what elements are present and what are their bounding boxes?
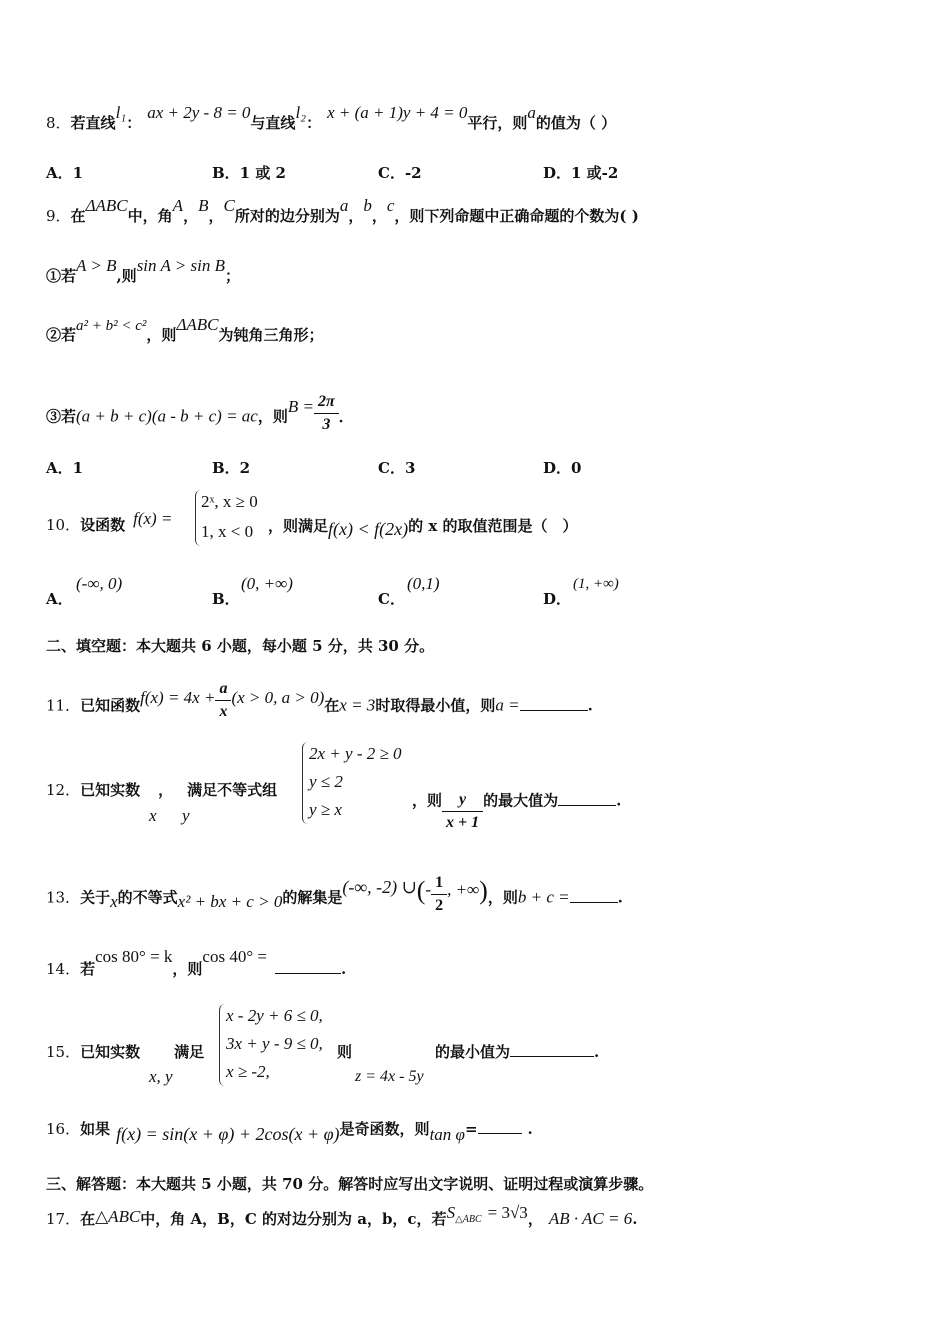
q9-comma-3: ，	[348, 207, 364, 225]
q16-number: 16．	[46, 1120, 81, 1138]
q11-f1: f(x) = 4x +	[140, 687, 216, 707]
q12-post1: ，则	[412, 791, 443, 810]
q10-mid: ，则满足	[268, 517, 329, 535]
q12-answer-blank[interactable]	[558, 790, 616, 806]
q15-mid: 满足	[174, 1043, 205, 1061]
q11-stem	[46, 680, 593, 729]
q13-set-frac-num: 1	[431, 872, 447, 895]
q12-frac-den: x + 1	[446, 814, 480, 831]
q9-side-c: c	[386, 196, 395, 215]
q12-frac	[442, 789, 483, 834]
q9-statement-1	[46, 256, 241, 287]
q8-post2: 的值为（ ）	[535, 114, 617, 132]
q9-statement-3	[46, 395, 354, 440]
q11-answer-var: a =	[495, 695, 520, 715]
q10-option-b-value: (0, +∞)	[241, 574, 293, 593]
q13-t1: 的不等式	[117, 888, 178, 907]
q9-s2-tri: ΔABC	[176, 315, 219, 334]
q12-pre: 已知实数	[80, 781, 141, 799]
q14-mid: ，则	[172, 960, 203, 978]
q13-answer-blank[interactable]	[570, 887, 618, 903]
q12-stem	[46, 779, 277, 801]
q9-side-a: a	[339, 196, 349, 215]
q9-s3-b: B =	[287, 396, 314, 416]
q16-pre: 如果	[80, 1120, 111, 1138]
q9-s1-cond: A > B	[76, 256, 117, 275]
q9-s1-end: ；	[225, 267, 241, 285]
q8-option-a: A．1	[46, 164, 84, 182]
q9-comma-2: ，	[208, 207, 224, 225]
q8-l1: l₁	[115, 103, 127, 122]
section-3-heading: 三、解答题：本大题共 5 小题，共 70 分。解答时应写出文字说明、证明过程或演算步骤。	[46, 1175, 654, 1193]
q9-statement-2	[46, 315, 324, 347]
q13-stem	[46, 876, 623, 921]
q11-frac-num: a	[215, 678, 231, 701]
q8-number: 8．	[46, 114, 71, 132]
q15-sys-2: 3x + y - 9 ≤ 0,	[226, 1034, 323, 1053]
q14-stem	[46, 947, 347, 980]
q10-case-1: 2ˣ, x ≥ 0	[201, 492, 258, 511]
q13-answer-var: b + c =	[517, 887, 570, 907]
q12-sys-1: 2x + y - 2 ≥ 0	[309, 744, 402, 763]
q12-sys-3: y ≥ x	[309, 800, 342, 819]
q9-angle-a: A	[172, 196, 184, 215]
q17-area-value: = 3√3	[487, 1203, 528, 1222]
q10-inequality: f(x) < f(2x)	[328, 519, 409, 539]
q9-comma-4: ，	[371, 207, 387, 225]
q9-t1: 中，角	[127, 207, 173, 225]
q8-eq2: x + (a + 1)y + 4 = 0	[327, 103, 468, 122]
q9-triangle: ΔABC	[85, 196, 128, 215]
q9-s3-num: 2π	[314, 391, 339, 414]
q17-area-sub: △ABC	[455, 1214, 482, 1225]
q17-end: .	[632, 1210, 638, 1228]
q12-number: 12．	[46, 781, 81, 799]
q9-angle-b: B	[198, 196, 209, 215]
section-2-heading: 二、填空题：本大题共 6 小题，每小题 5 分，共 30 分。	[46, 637, 435, 655]
q9-side-b: b	[363, 196, 372, 215]
q9-comma-1: ，	[183, 207, 199, 225]
q9-s3-end: ．	[338, 407, 354, 426]
q11-mid: 在	[324, 696, 340, 715]
q10-option-a-value: (-∞, 0)	[76, 574, 123, 593]
q10-post: 的 x 的取值范围是（ ）	[408, 517, 578, 535]
q8-mid: 与直线	[250, 114, 296, 132]
q11-end: .	[587, 696, 593, 715]
q13-lparen: (	[416, 875, 426, 905]
q10-option-d-label: D．	[543, 590, 572, 608]
q14-number: 14．	[46, 960, 81, 978]
q12-frac-num: y	[442, 789, 483, 812]
q8-option-b: B．1 或 2	[212, 164, 286, 182]
q17-pre: 在	[80, 1210, 96, 1228]
q16-stem	[46, 1117, 533, 1144]
q11-number: 11．	[46, 696, 81, 715]
q12-mid: 满足不等式组	[187, 781, 278, 799]
q12-sys-2: y ≤ 2	[309, 772, 343, 791]
q13-set-frac	[431, 872, 447, 917]
q9-option-c: C．3	[378, 459, 416, 477]
q9-s1-res: sin A > sin B	[136, 256, 225, 275]
q9-s3-den: 3	[322, 416, 331, 433]
q10-stem	[46, 509, 173, 536]
q14-answer-var: cos 40° =	[202, 947, 267, 966]
q10-option-d-value: (1, +∞)	[573, 576, 619, 592]
q8-post1: 平行，则	[467, 114, 528, 132]
q9-s1-mid: ,则	[116, 267, 137, 285]
q17-t1: 中，角 A，B，C 的对边分别为 a，b，c，若	[140, 1210, 447, 1228]
q16-answer-blank[interactable]	[478, 1118, 522, 1134]
q8-eq1: ax + 2y - 8 = 0	[147, 103, 251, 122]
q13-end: .	[617, 888, 623, 907]
q10-number: 10．	[46, 516, 81, 534]
q10-pre: 设函数	[80, 516, 126, 534]
q16-eq: =	[464, 1120, 478, 1138]
q9-s2-cond: a² + b² < c²	[76, 318, 147, 334]
q10-rest	[268, 514, 578, 537]
q12-rest	[412, 779, 622, 831]
q11-f2: (x > 0, a > 0)	[231, 687, 325, 707]
q10-case-2: 1, x < 0	[201, 522, 254, 541]
q15-pre: 已知实数	[80, 1043, 141, 1061]
q12-comma: ，	[158, 781, 174, 799]
q15-number: 15．	[46, 1043, 81, 1061]
q10-option-a-label: A．	[46, 590, 73, 608]
q11-cond: x = 3	[339, 695, 376, 715]
q9-number: 9．	[46, 207, 71, 225]
q8-text: 若直线	[70, 114, 116, 132]
q13-number: 13．	[46, 888, 81, 907]
q9-option-b: B．2	[212, 459, 251, 477]
q11-frac	[215, 678, 231, 723]
q10-option-c-value: (0,1)	[407, 574, 440, 593]
q11-post: 时取得最小值，则	[375, 696, 496, 715]
q15-rest	[435, 1041, 599, 1063]
q12-var-y: y	[182, 806, 190, 825]
q9-option-a: A．1	[46, 459, 84, 477]
q10-fx: f(x) =	[133, 509, 173, 528]
q15-sys-3: x ≥ -2,	[226, 1062, 270, 1081]
q11-frac-den: x	[219, 703, 228, 720]
q8-colon: ：	[126, 114, 142, 132]
q9-s2-pre: ②若	[46, 326, 77, 344]
q8-option-d: D．1 或-2	[543, 164, 619, 182]
q14-answer-blank[interactable]	[275, 958, 341, 974]
q17-stem	[46, 1203, 638, 1233]
q13-inequality: x² + bx + c > 0	[177, 891, 283, 911]
q15-objective: z = 4x - 5y	[355, 1068, 424, 1085]
q15-stem	[46, 1041, 204, 1063]
q17-number: 17．	[46, 1210, 81, 1228]
q17-comma: ，	[527, 1210, 543, 1228]
q9-s3-pre: ③若	[46, 407, 77, 426]
q8-option-c: C．-2	[378, 164, 422, 182]
q13-rparen: )	[479, 875, 488, 905]
q8-var: a	[527, 103, 536, 122]
q15-sys-1: x - 2y + 6 ≤ 0,	[226, 1006, 323, 1025]
q9-t3: ，则下列命题中正确命题的个数为( )	[394, 207, 639, 225]
q10-option-c-label: C．	[378, 590, 405, 608]
q9-angle-c: C	[223, 196, 235, 215]
q14-pre: 若	[80, 960, 96, 978]
q9-stem	[46, 196, 639, 227]
q16-end: .	[527, 1120, 533, 1138]
q10-option-b-label: B．	[212, 590, 240, 608]
q8-l2: l₂	[295, 103, 307, 122]
q9-s2-mid: ，则	[146, 326, 177, 344]
q13-set-neg: -	[425, 879, 432, 899]
q9-text: 在	[70, 207, 86, 225]
q13-x: x	[110, 891, 118, 911]
q17-dot-product: AB · AC = 6	[548, 1209, 633, 1228]
q15-vars: x, y	[149, 1067, 173, 1086]
q13-set-frac-den: 2	[435, 897, 444, 914]
q12-post2: 的最大值为	[483, 791, 559, 810]
q16-mid: 是奇函数，则	[339, 1120, 430, 1138]
q9-t2: 所对的边分别为	[234, 207, 340, 225]
q13-t2: 的解集是	[282, 888, 343, 907]
q9-s2-end: 为钝角三角形；	[218, 326, 324, 344]
q8-colon2: ：	[306, 114, 322, 132]
q11-answer-blank[interactable]	[520, 695, 588, 711]
q15-brace	[219, 1004, 226, 1086]
q13-set-rest: , +∞	[447, 879, 480, 899]
q15-post2: 的最小值为	[435, 1043, 511, 1061]
q15-answer-blank[interactable]	[510, 1041, 594, 1057]
q9-option-d: D．0	[543, 459, 582, 477]
q11-pre: 已知函数	[80, 696, 141, 715]
q16-answer-var: tan φ	[429, 1125, 465, 1144]
q12-var-x: x	[149, 806, 157, 825]
q17-area-s: S	[446, 1203, 456, 1222]
q13-pre: 关于	[80, 888, 111, 907]
q14-end: .	[340, 960, 347, 978]
q15-post1: 则	[337, 1043, 353, 1061]
q9-s3-mid: ，则	[257, 407, 288, 426]
q14-cond: cos 80° = k	[95, 947, 173, 966]
q8-stem	[46, 103, 617, 134]
q9-s1-pre: ①若	[46, 267, 77, 285]
q12-end: .	[616, 791, 622, 810]
q15-end: .	[594, 1043, 600, 1061]
q16-function: f(x) = sin(x + φ) + 2cos(x + φ)	[116, 1124, 340, 1144]
q12-brace	[302, 742, 309, 824]
q9-s3-cond: (a + b + c)(a - b + c) = ac	[76, 406, 258, 426]
q9-s3-frac	[314, 391, 339, 436]
q13-t3: ，则	[487, 888, 518, 907]
q17-triangle: △ABC	[95, 1207, 141, 1226]
q13-set-part1: (-∞, -2) ∪	[342, 876, 417, 897]
